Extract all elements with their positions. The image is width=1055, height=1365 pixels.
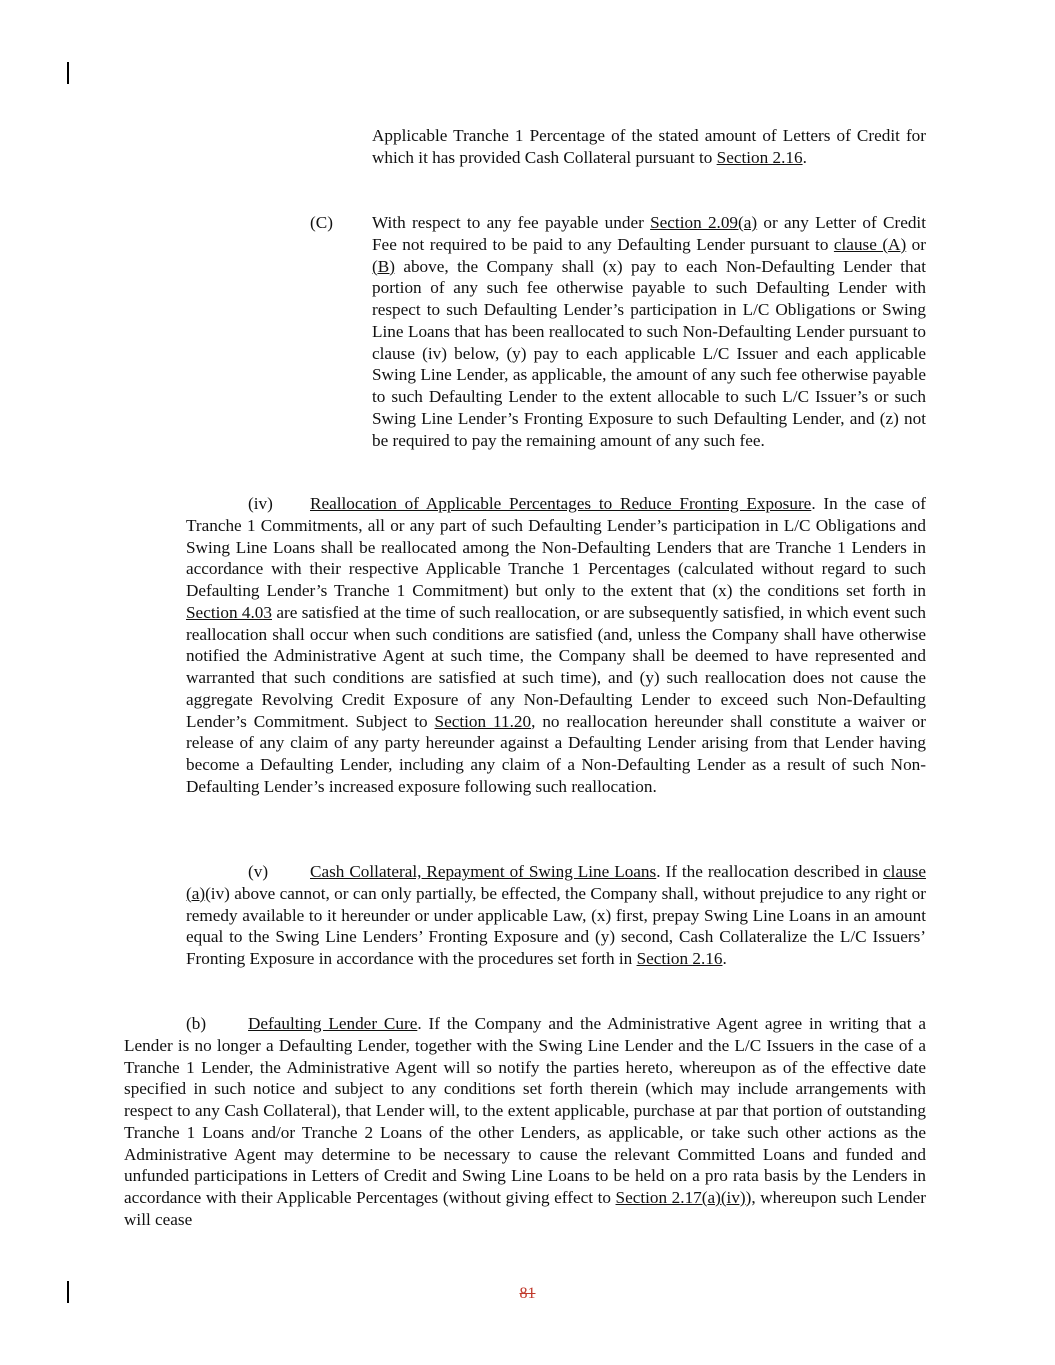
clause-iv-heading: Reallocation of Applicable Percentages to Reduce Fronting Exposure: [310, 494, 812, 513]
section-link[interactable]: Section 11.20: [434, 711, 532, 731]
clause-v-label: (v): [248, 862, 269, 881]
section-link[interactable]: Section 2.16: [636, 949, 723, 968]
clause-iv-label: (iv): [248, 494, 273, 513]
clause-c-label: (C): [310, 213, 333, 232]
clause-c-paragraph: With respect to any fee payable under Section 2.09(a) or any Letter of Credit Fee not required to be paid to any Defaulting Lender pursuant to clause (A) or (B) above, the Company shall (x) pay to each Non-Defaulting Lender that portion of any such fee otherwise payable to such Defaulting Lender with respect to such Defaulting Lender’s participation in L/C Obligations or Swing Line Loans that has been reallocated to such Non-Defaulting Lender pursuant to clause (iv) below, (y) pay to each applicable L/C Issuer and each applicable Swing Line Lender, as applicable, the amount of any such fee otherwise payable to such Defaulting Lender to the extent allocable to such L/C Issuer’s or such Swing Line Lender’s Fronting Exposure to such Defaulting Lender, and (z) not be required to pay the remaining amount of any such fee.: [372, 213, 927, 450]
clause-link[interactable]: clause (A): [833, 234, 907, 254]
revision-bar-top: [67, 62, 69, 84]
page-number: 81: [519, 1285, 536, 1302]
section-link[interactable]: Section 4.03: [186, 602, 272, 622]
clause-link[interactable]: clause (a): [186, 862, 926, 903]
clause-iv-paragraph: (iv) Reallocation of Applicable Percentages to Reduce Fronting Exposure. In the case of Tranche 1 Commitments, all or any part of such Defaulting Lender’s participation in L/C Obligations and Swing Line Loans shall be reallocated among the Non-Defaulting Lenders that are Tranche 1 Lenders in accordance with their respective Applicable Tranche 1 Percentages (calculated without regard to such Defaulting Lender’s Tranche 1 Commitment) but only to the extent that (x) the conditions set forth in Section 4.03 are satisfied at the time of such reallocation, or are subsequently satisfied, in which event such reallocation shall occur when such conditions are satisfied (and, unless the Company shall have otherwise notified the Administrative Agent at such time, the Company shall be deemed to have represented and warranted that such conditions are satisfied at such time), and (y) such reallocation does not cause the aggregate Revolving Credit Exposure of any Non-Defaulting Lender to exceed such Non-Defaulting Lender’s Commitment. Subject to Section 11.20, no reallocation hereunder shall constitute a waiver or release of any claim of any party hereunder against a Defaulting Lender arising from that Lender having become a Defaulting Lender, including any claim of a Non-Defaulting Lender as a result of such Non-Defaulting Lender’s increased exposure following such reallocation.: [186, 494, 926, 796]
clause-v-heading: Cash Collateral, Repayment of Swing Line Loans: [310, 862, 657, 881]
clause-b-heading: Defaulting Lender Cure: [248, 1014, 418, 1033]
clause-link[interactable]: (B): [372, 256, 395, 276]
clause-b-paragraph: (b) Defaulting Lender Cure. If the Company and the Administrative Agent agree in writing that a Lender is no longer a Defaulting Lender, together with the Swing Line Lender and the L/C Issuers in the case of a Tranche 1 Lender, the Administrative Agent will so notify the parties hereto, whereupon as of the effective date specified in such notice and subject to any conditions set forth therein (which may include arrangements with respect to any Cash Collateral), that Lender will, to the extent applicable, purchase at par that portion of outstanding Tranche 1 Loans and/or Tranche 2 Loans of the other Lenders, as applicable, or take such other actions as the Administrative Agent may determine to be necessary to cause the relevant Committed Loans and funded and unfunded participations in Letters of Credit and Swing Line Loans to be held on a pro rata basis by the Lenders in accordance with their Applicable Percentages (without giving effect to Section 2.17(a)(iv)), whereupon such Lender will cease: [124, 1014, 927, 1229]
section-link[interactable]: Section 2.16: [716, 147, 803, 167]
clause-v-paragraph: (v) Cash Collateral, Repayment of Swing Line Loans. If the reallocation described in clause (a)(iv) above cannot, or can only partially, be effected, the Company shall, without prejudice to any right or remedy available to it hereunder or under applicable Law, (x) first, prepay Swing Line Loans in an amount equal to the Swing Line Lenders’ Fronting Exposure and (y) second, Cash Collateralize the L/C Issuers’ Fronting Exposure in accordance with the procedures set forth in Section 2.16.: [186, 862, 926, 968]
section-link[interactable]: Section 2.17(a)(iv): [615, 1188, 746, 1207]
section-link[interactable]: Section 2.09(a): [650, 213, 758, 232]
clause-b-label: (b): [186, 1014, 207, 1033]
continuation-paragraph: Applicable Tranche 1 Percentage of the stated amount of Letters of Credit for which it has provided Cash Collateral pursuant to Section 2.16.: [372, 126, 926, 167]
